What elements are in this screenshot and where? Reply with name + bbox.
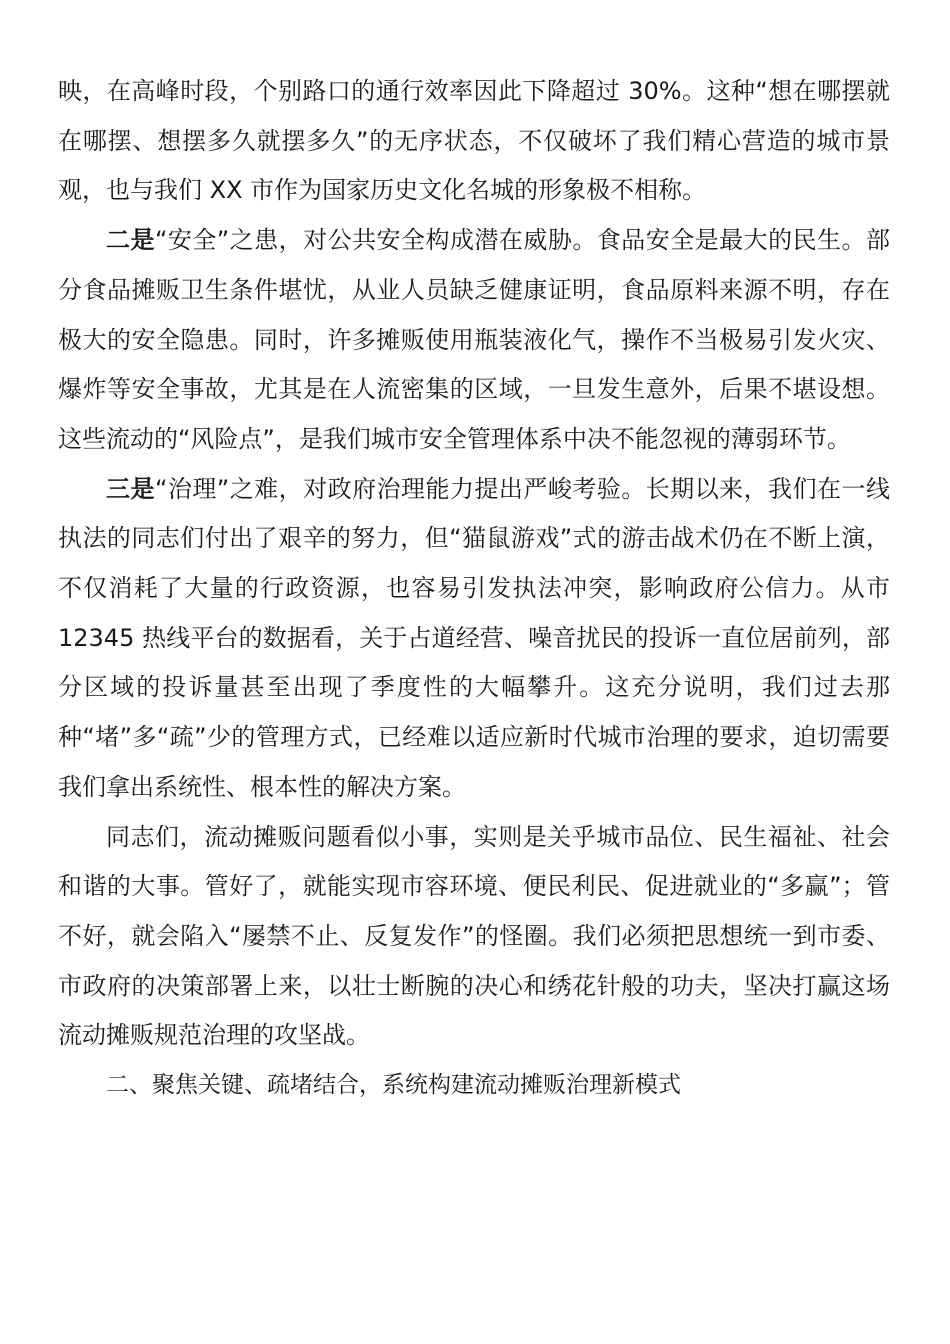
paragraph-text: 映，在高峰时段，个别路口的通行效率因此下降超过 30%。这种“想在哪摆就在哪摆、想摆多久就摆多久”的无序状态，不仅破坏了我们精心营造的城市景观，也与我们 XX 市作为国家历史文化名城的形象极不相称。 — [58, 77, 890, 205]
section-heading: 二、聚焦关键、疏堵结合，系统构建流动摊贩治理新模式 — [106, 1072, 681, 1099]
paragraph-safety — [58, 216, 890, 465]
paragraph-text: 同志们，流动摊贩问题看似小事，实则是关乎城市品位、民生福祉、社会和谐的大事。管好了，就能实现市容环境、便民利民、促进就业的“多赢”；管不好，就会陷入“屡禁不止、反复发作”的怪圈。我们必须把思想统一到市委、市政府的决策部署上来，以壮士断腕的决心和绣花针般的功夫，坚决打赢这场流动摊贩规范治理的攻坚战。 — [58, 822, 890, 1050]
paragraph-lead: 三是 — [106, 474, 155, 503]
paragraph-lead: 二是 — [106, 226, 155, 255]
paragraph-text: “安全”之患，对公共安全构成潜在威胁。食品安全是最大的民生。部分食品摊贩卫生条件堪忧，从业人员缺乏健康证明，食品原料来源不明，存在极大的安全隐患。同时，许多摊贩使用瓶装液化气，操作不当极易引发火灾、爆炸等安全事故，尤其是在人流密集的区域，一旦发生意外，后果不堪设想。这些流动的“风险点”，是我们城市安全管理体系中决不能忽视的薄弱环节。 — [58, 226, 890, 453]
paragraph-governance — [58, 465, 890, 813]
paragraph-text: “治理”之难，对政府治理能力提出严峻考验。长期以来，我们在一线执法的同志们付出了艰辛的努力，但“猫鼠游戏”式的游击战术仍在不断上演，不仅消耗了大量的行政资源，也容易引发执法冲突，影响政府公信力。从市 12345 热线平台的数据看，关于占道经营、噪音扰民的投诉一直位居前列，部分区域的投诉量甚至出现了季度性的大幅攀升。这充分说明，我们过去那种“堵”多“疏”少的管理方式，已经难以适应新时代城市治理的要求，迫切需要我们拿出系统性、根本性的解决方案。 — [58, 474, 890, 801]
paragraph-continuation — [58, 67, 890, 216]
paragraph-summary — [58, 813, 890, 1062]
document-page — [58, 67, 890, 1111]
